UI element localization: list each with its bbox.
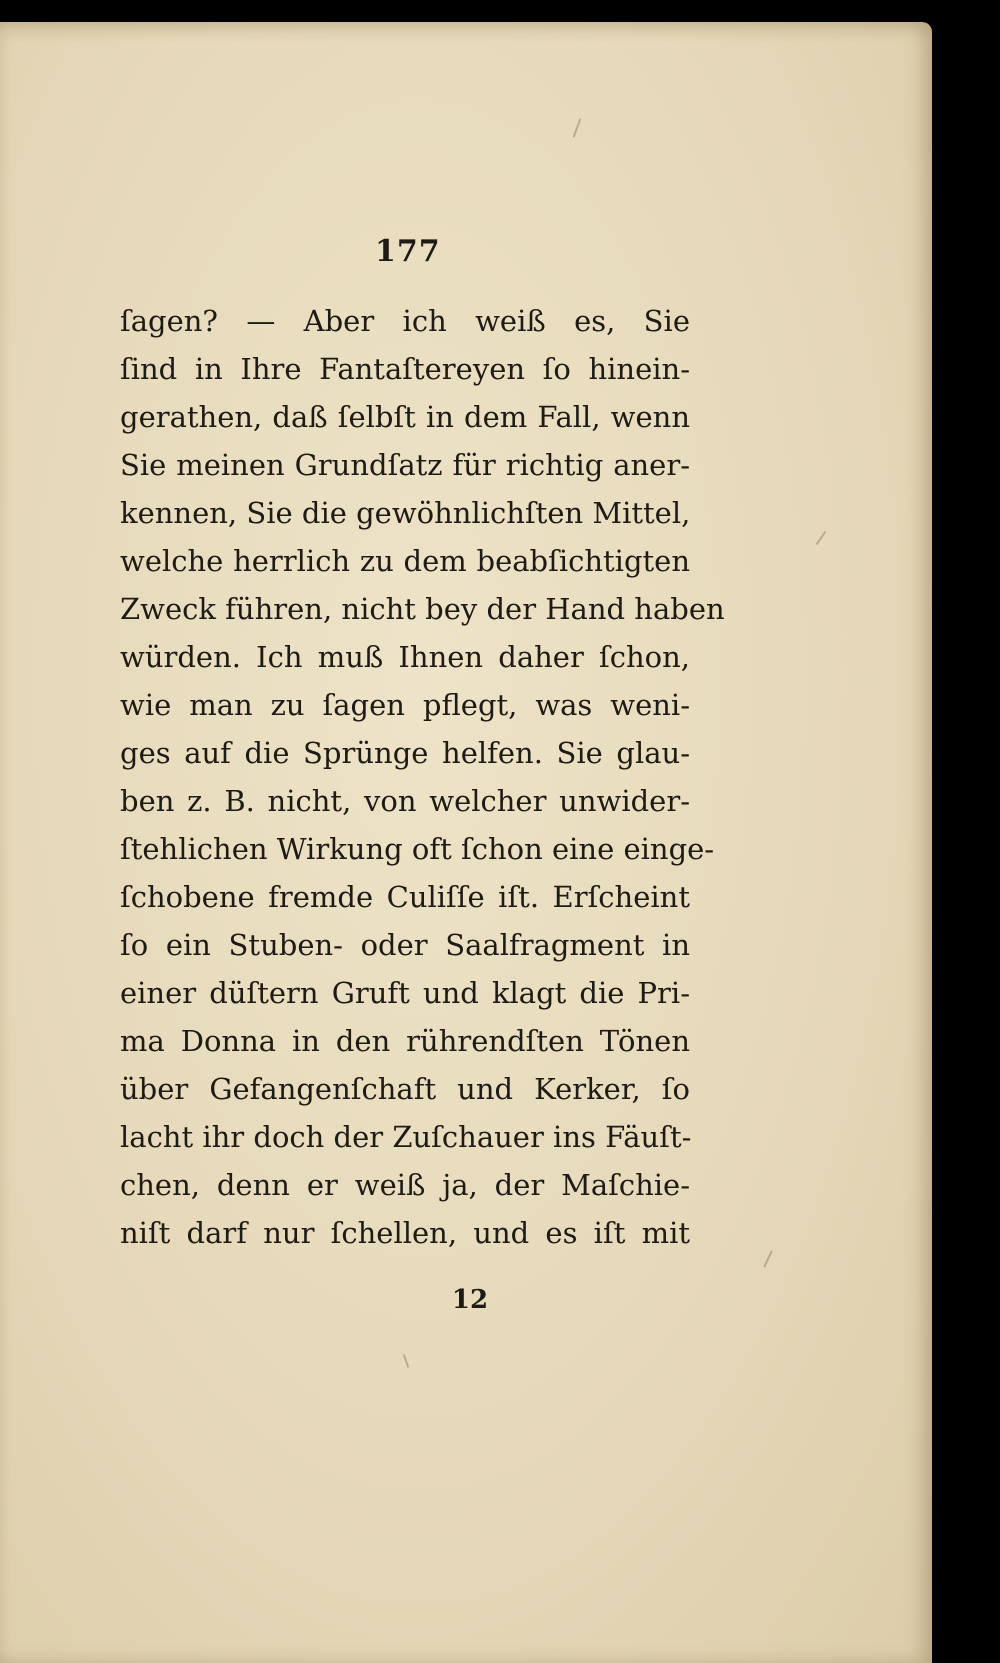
pencil-mark [573,118,582,137]
text-line: über Gefangenſchaft und Kerker, ſo [120,1072,690,1106]
text-line: ges auf die Sprünge helfen. Sie glau- [120,736,690,770]
text-line: lacht ihr doch der Zuſchauer ins Fäuſt- [120,1120,692,1154]
text-line: Sie meinen Grundſatz für richtig aner- [120,448,690,482]
signature-mark: 12 [451,1285,489,1315]
text-line: welche herrlich zu dem beabſichtigten [120,544,690,578]
text-line: würden. Ich muß Ihnen daher ſchon, [120,640,690,674]
body-text [120,297,725,1257]
page-number: 177 [375,234,441,269]
text-line: ſchobene fremde Culiſſe iſt. Erſcheint [120,880,690,914]
pencil-mark [763,1250,772,1267]
text-line: niſt darf nur ſchellen, und es iſt mit [120,1216,690,1250]
text-line: chen, denn er weiß ja, der Maſchie- [120,1168,690,1202]
text-line: Zweck führen, nicht bey der Hand haben [120,592,725,626]
pencil-mark [403,1354,410,1368]
text-line: ſtehlichen Wirkung oft ſchon eine einge- [120,832,715,866]
text-line: kennen, Sie die gewöhnlichſten Mittel, [120,496,691,530]
text-line: ſagen? — Aber ich weiß es, Sie [120,304,690,338]
text-line: ſind in Ihre Fantaſtereyen ſo hinein- [120,352,690,386]
text-line: ſo ein Stuben- oder Saalfragment in [120,928,690,962]
text-line: wie man zu ſagen pflegt, was weni- [120,688,690,722]
text-line: einer düſtern Gruft und klagt die Pri- [120,976,690,1010]
text-line: gerathen, daß ſelbſt in dem Fall, wenn [120,400,690,434]
paper-page [0,22,932,1663]
pencil-mark [816,531,827,545]
text-line: ben z. B. nicht, von welcher unwider- [120,784,690,818]
text-line: ma Donna in den rührendſten Tönen [120,1024,690,1058]
